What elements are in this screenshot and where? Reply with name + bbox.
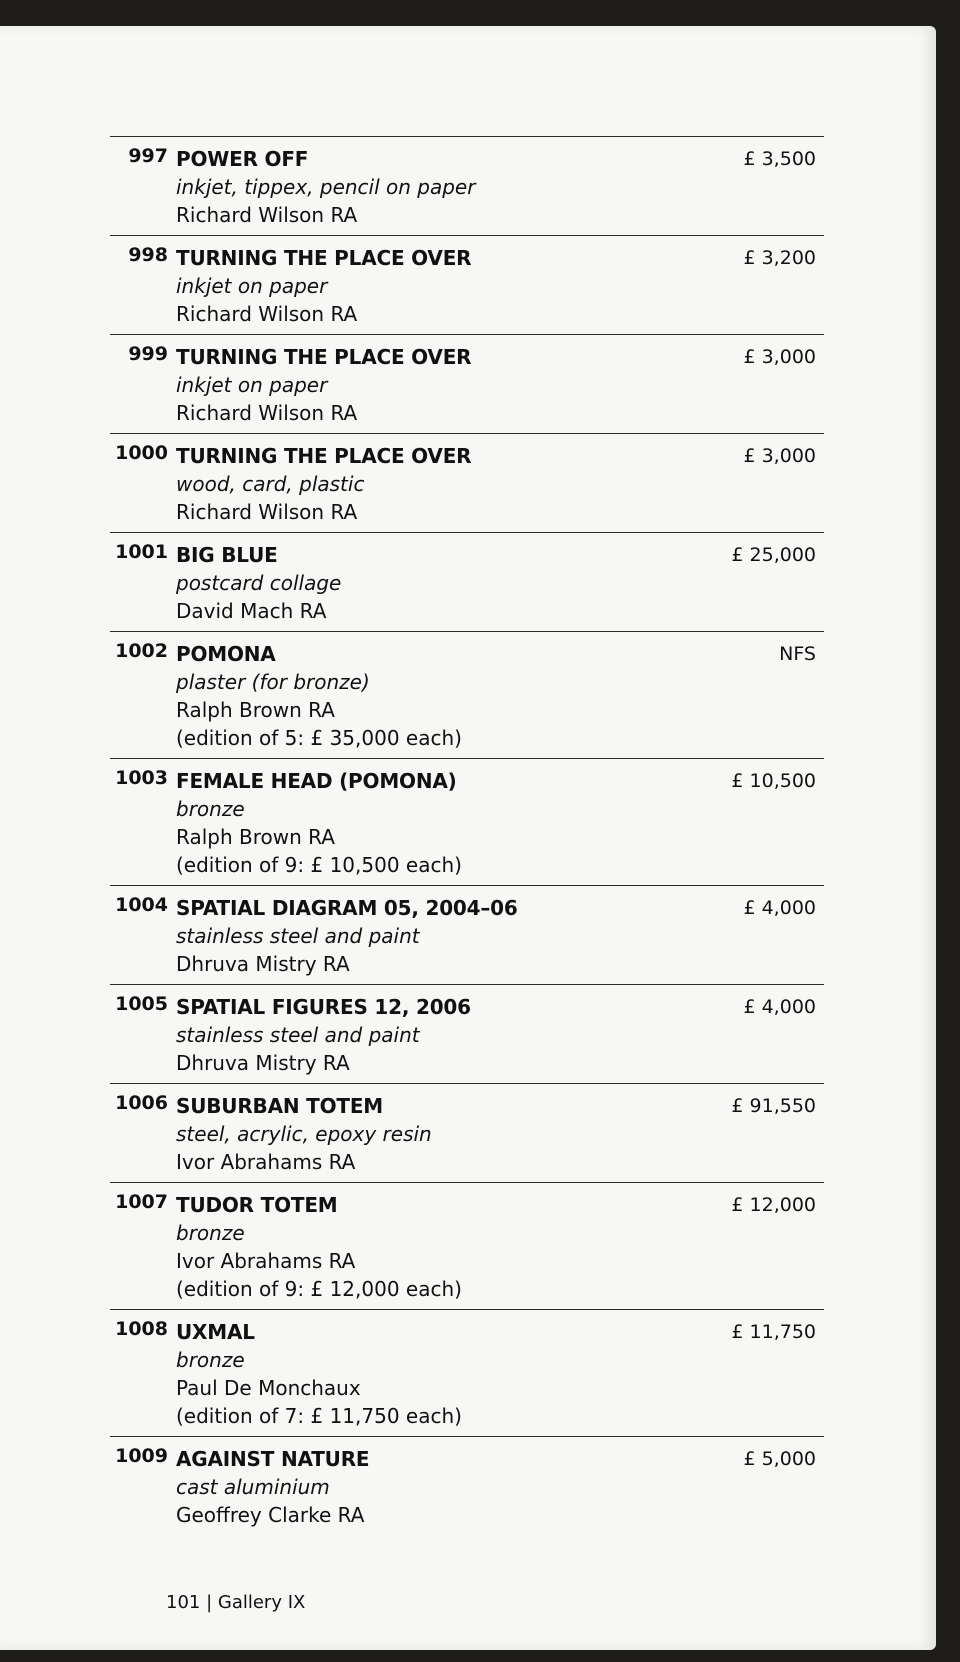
entry-title: AGAINST NATURE <box>176 1447 370 1471</box>
entry-medium: wood, card, plastic <box>176 472 365 496</box>
entry-title: UXMAL <box>176 1320 255 1344</box>
catalogue-entry <box>110 984 824 1083</box>
entry-title: POMONA <box>176 642 276 666</box>
entry-body <box>176 343 696 427</box>
entry-title: SPATIAL FIGURES 12, 2006 <box>176 995 471 1019</box>
catalogue-entry <box>110 631 824 758</box>
catalogue-entry <box>110 1182 824 1309</box>
entry-number: 1008 <box>115 1318 168 1340</box>
catalogue-entry <box>110 1083 824 1182</box>
catalogue-entry <box>110 136 824 235</box>
catalogue-entry <box>110 1436 824 1535</box>
catalogue-entry <box>110 758 824 885</box>
catalogue-entry <box>110 433 824 532</box>
catalogue-entry <box>110 532 824 631</box>
entry-number: 1007 <box>115 1191 168 1213</box>
entry-price: £ 11,750 <box>731 1321 816 1343</box>
entry-body <box>176 244 696 328</box>
entry-artist: Ivor Abrahams RA <box>176 1249 356 1273</box>
entry-medium: cast aluminium <box>176 1475 330 1499</box>
entry-body <box>176 145 696 229</box>
entry-title: TUDOR TOTEM <box>176 1193 338 1217</box>
entry-number: 998 <box>128 244 168 266</box>
entry-body <box>176 442 696 526</box>
entry-title: BIG BLUE <box>176 543 278 567</box>
entry-body <box>176 1092 696 1176</box>
entry-medium: inkjet on paper <box>176 274 328 298</box>
entry-artist: Ivor Abrahams RA <box>176 1150 356 1174</box>
entry-artist: Dhruva Mistry RA <box>176 952 350 976</box>
catalogue-entry <box>110 334 824 433</box>
entry-number: 1003 <box>115 767 168 789</box>
entry-title: TURNING THE PLACE OVER <box>176 444 472 468</box>
entry-medium: plaster (for bronze) <box>176 670 370 694</box>
entry-artist: Richard Wilson RA <box>176 500 358 524</box>
entry-body <box>176 894 696 978</box>
page-footer: 101 | Gallery IX <box>166 1592 306 1613</box>
entry-body <box>176 767 696 879</box>
entry-artist: Paul De Monchaux <box>176 1376 361 1400</box>
entry-title: SUBURBAN TOTEM <box>176 1094 384 1118</box>
entry-medium: stainless steel and paint <box>176 1023 420 1047</box>
entry-title: POWER OFF <box>176 147 309 171</box>
entry-edition: (edition of 5: £ 35,000 each) <box>176 726 462 750</box>
entry-body <box>176 541 696 625</box>
entry-price: £ 10,500 <box>731 770 816 792</box>
entry-edition: (edition of 9: £ 12,000 each) <box>176 1277 462 1301</box>
entry-number: 1001 <box>115 541 168 563</box>
catalogue-entry <box>110 885 824 984</box>
entry-number: 1002 <box>115 640 168 662</box>
entry-price: £ 25,000 <box>731 544 816 566</box>
entry-price: £ 3,500 <box>743 148 816 170</box>
entry-title: FEMALE HEAD (POMONA) <box>176 769 457 793</box>
entry-price: £ 4,000 <box>743 996 816 1018</box>
entry-price: £ 12,000 <box>731 1194 816 1216</box>
entry-artist: Ralph Brown RA <box>176 698 335 722</box>
entry-medium: inkjet on paper <box>176 373 328 397</box>
entry-artist: Richard Wilson RA <box>176 401 358 425</box>
entry-body <box>176 1318 696 1430</box>
catalogue-page <box>0 26 936 1650</box>
entry-price: £ 4,000 <box>743 897 816 919</box>
entry-title: TURNING THE PLACE OVER <box>176 345 472 369</box>
entry-price: £ 91,550 <box>731 1095 816 1117</box>
catalogue-entry <box>110 235 824 334</box>
entry-price: £ 3,200 <box>743 247 816 269</box>
entry-price: £ 3,000 <box>743 346 816 368</box>
entry-medium: steel, acrylic, epoxy resin <box>176 1122 432 1146</box>
entry-number: 1004 <box>115 894 168 916</box>
entry-number: 997 <box>128 145 168 167</box>
entry-medium: bronze <box>176 1348 245 1372</box>
catalogue-entry <box>110 1309 824 1436</box>
entry-artist: Ralph Brown RA <box>176 825 335 849</box>
entry-number: 999 <box>128 343 168 365</box>
catalogue-list <box>110 136 824 1535</box>
entry-artist: Richard Wilson RA <box>176 203 358 227</box>
entry-artist: David Mach RA <box>176 599 327 623</box>
entry-price: £ 3,000 <box>743 445 816 467</box>
entry-edition: (edition of 7: £ 11,750 each) <box>176 1404 462 1428</box>
entry-medium: postcard collage <box>176 571 342 595</box>
entry-body <box>176 1191 696 1303</box>
entry-edition: (edition of 9: £ 10,500 each) <box>176 853 462 877</box>
entry-artist: Dhruva Mistry RA <box>176 1051 350 1075</box>
entry-body <box>176 1445 696 1529</box>
entry-body <box>176 640 696 752</box>
entry-medium: stainless steel and paint <box>176 924 420 948</box>
entry-title: SPATIAL DIAGRAM 05, 2004–06 <box>176 896 518 920</box>
entry-medium: bronze <box>176 797 245 821</box>
entry-price: NFS <box>779 643 816 665</box>
entry-number: 1000 <box>115 442 168 464</box>
entry-number: 1009 <box>115 1445 168 1467</box>
entry-body <box>176 993 696 1077</box>
entry-title: TURNING THE PLACE OVER <box>176 246 472 270</box>
entry-artist: Richard Wilson RA <box>176 302 358 326</box>
entry-medium: bronze <box>176 1221 245 1245</box>
entry-number: 1006 <box>115 1092 168 1114</box>
entry-number: 1005 <box>115 993 168 1015</box>
entry-price: £ 5,000 <box>743 1448 816 1470</box>
entry-artist: Geoffrey Clarke RA <box>176 1503 365 1527</box>
entry-medium: inkjet, tippex, pencil on paper <box>176 175 476 199</box>
